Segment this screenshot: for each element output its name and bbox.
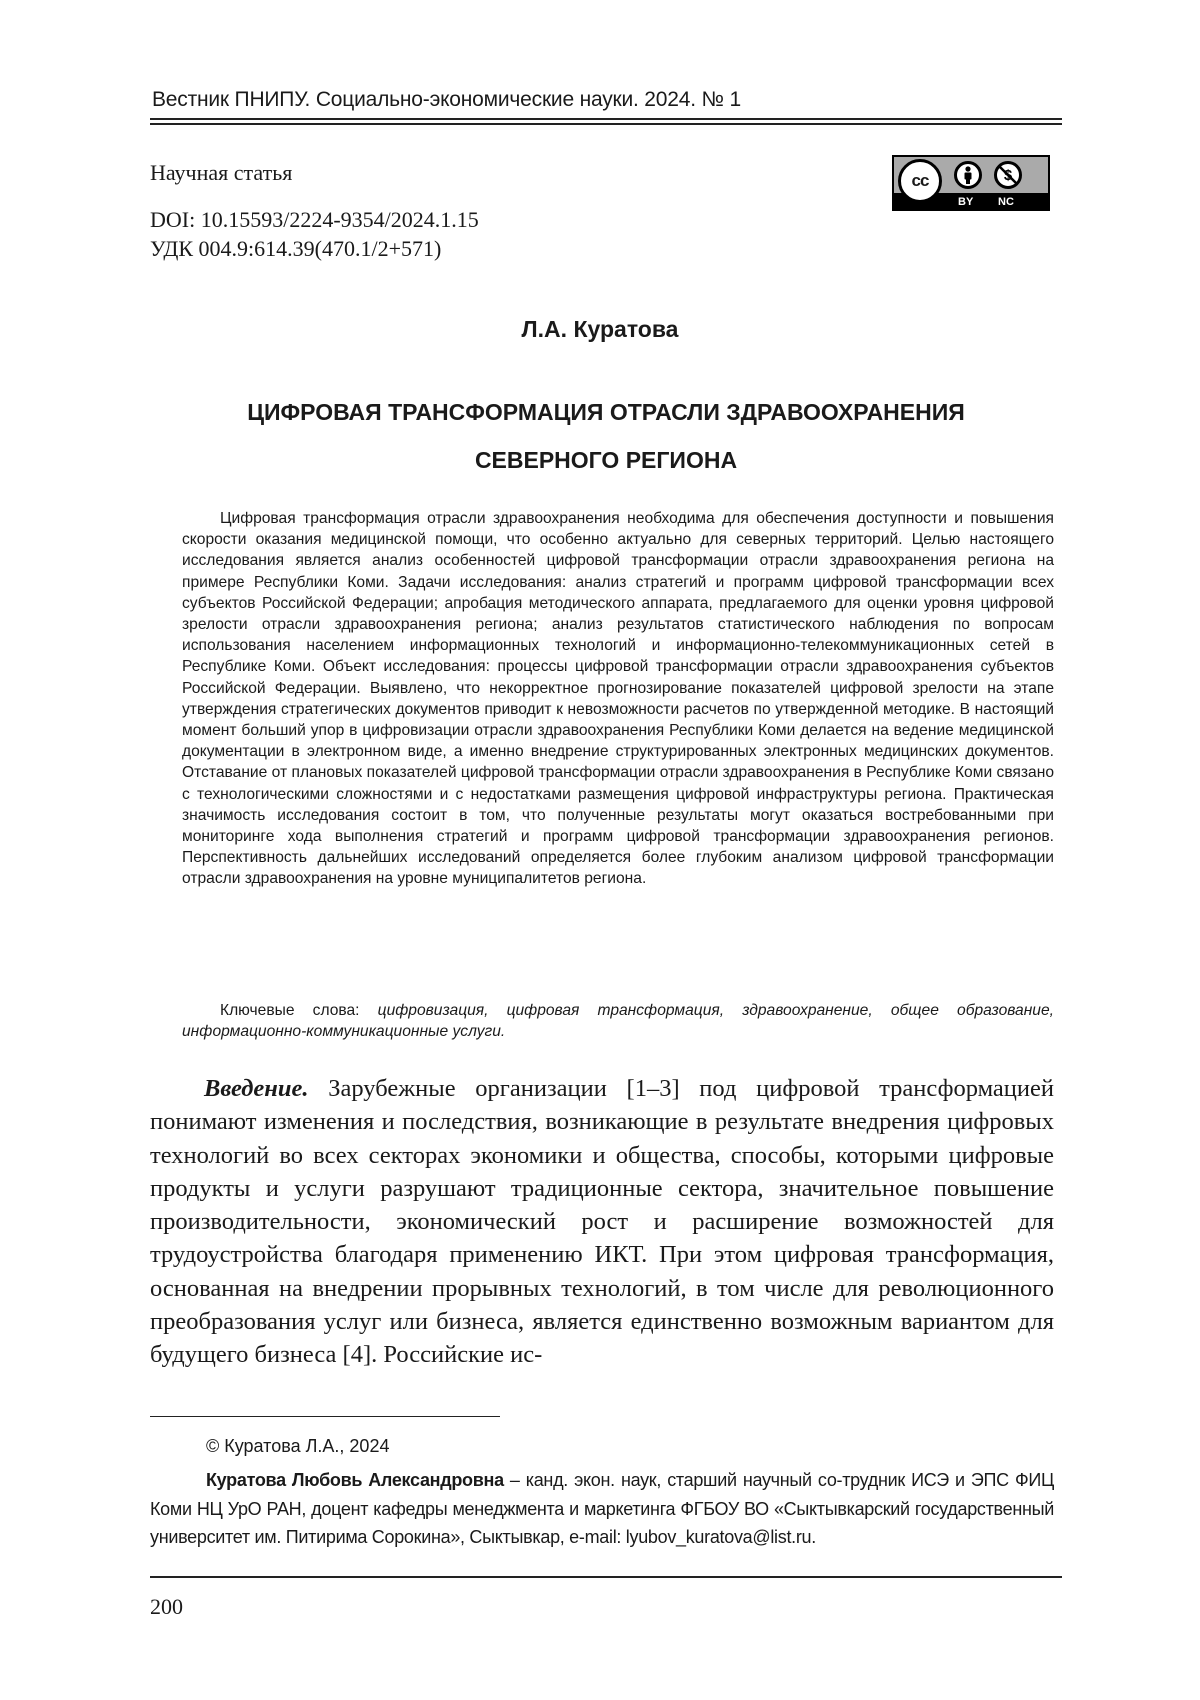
doi: DOI: 10.15593/2224-9354/2024.1.15 bbox=[150, 207, 479, 233]
page-number: 200 bbox=[150, 1594, 183, 1620]
cc-license-badge bbox=[892, 155, 1050, 211]
by-label: BY bbox=[958, 196, 973, 208]
copyright-note: © Куратова Л.А., 2024 bbox=[206, 1436, 389, 1457]
nc-label: NC bbox=[998, 196, 1014, 208]
no-dollar-icon bbox=[994, 161, 1022, 189]
title-line: ЦИФРОВАЯ ТРАНСФОРМАЦИЯ ОТРАСЛИ ЗДРАВООХРАНЕНИЯ bbox=[150, 388, 1062, 436]
udk-code: УДК 004.9:614.39(470.1/2+571) bbox=[150, 236, 441, 262]
person-icon bbox=[954, 161, 982, 189]
author-full-name: Куратова Любовь Александровна bbox=[206, 1470, 504, 1490]
keywords-list: цифровизация, цифровая трансформация, здравоохранение, общее образование, информационно-коммуникационные услуги. bbox=[182, 1002, 1054, 1040]
author-footnote bbox=[150, 1466, 1054, 1552]
footer-rule bbox=[150, 1576, 1062, 1578]
introduction-text: Зарубежные организации [1–3] под цифровой трансформацией понимают изменения и последствия, возникающие в результате внедрения цифровых технологий во всех секторах экономики и общества, способы, которыми цифровые продукты и услуги разрушают традиционные сектора, значительное повышение производительности, экономический рост и расширение возможностей для трудоустройства благодаря применению ИКТ. При этом цифровая трансформация, основанная на внедрении прорывных технологий, в том числе для революционного преобразования услуг или бизнеса, является единственно возможным вариантом для будущего бизнеса [4]. Российские ис- bbox=[150, 1075, 1054, 1368]
author-affiliation: – канд. экон. наук, старший научный со-трудник ИСЭ и ЭПС ФИЦ Коми НЦ УрО РАН, доцент кафедры менеджмента и маркетинга ФГБОУ ВО «Сыктывкарский государственный университет им. Питирима Сорокина», Сыктывкар, e-mail: lyubov_kuratova@list.ru. bbox=[150, 1470, 1054, 1547]
keywords bbox=[182, 1000, 1054, 1042]
footnote-rule bbox=[150, 1416, 500, 1417]
introduction-paragraph bbox=[150, 1072, 1054, 1372]
header-rule bbox=[150, 118, 1062, 120]
article-type: Научная статья bbox=[150, 160, 292, 186]
title-line: СЕВЕРНОГО РЕГИОНА bbox=[150, 436, 1062, 484]
running-header: Вестник ПНИПУ. Социально-экономические науки. 2024. № 1 bbox=[152, 88, 1052, 112]
introduction-heading: Введение. bbox=[204, 1075, 309, 1102]
article-title bbox=[150, 388, 1062, 484]
cc-icon: cc bbox=[898, 159, 942, 203]
header-rule bbox=[150, 123, 1062, 125]
keywords-label: Ключевые слова: bbox=[220, 1002, 360, 1019]
abstract: Цифровая трансформация отрасли здравоохранения необходима для обеспечения доступности и повышения скорости оказания медицинской помощи, что особенно актуально для северных территорий. Целью настоящего исследования является анализ особенностей цифровой трансформации отрасли здравоохранения региона на примере Республики Коми. Задачи исследования: анализ стратегий и программ цифровой трансформации всех субъектов Российской Федерации; апробация методического аппарата, предлагаемого для оценки уровня цифровой зрелости отрасли здравоохранения региона; анализ результатов статистического наблюдения по вопросам использования населением информационных технологий и информационно-телекоммуникационных сетей в Республике Коми. Объект исследования: процессы цифровой трансформации отрасли здравоохранения субъектов Российской Федерации. Выявлено, что некорректное прогнозирование показателей цифровой зрелости на этапе утверждения стратегических документов приводит к невозможности расчетов по утвержденной методике. В настоящий момент больший упор в цифровизации отрасли здравоохранения Республики Коми делается на ведение медицинской документации в электронном виде, а именно внедрение структурированных электронных медицинских документов. Отставание от плановых показателей цифровой трансформации отрасли здравоохранения в Республике Коми связано с технологическими сложностями и с недостатками размещения цифровой инфраструктуры региона. Практическая значимость исследования состоит в том, что полученные результаты могут оказаться востребованными при мониторинге хода выполнения стратегий и программ цифровой трансформации здравоохранения регионов. Перспективность дальнейших исследований определяется более глубоким анализом цифровой трансформации отрасли здравоохранения на уровне муниципалитетов региона. bbox=[182, 508, 1054, 890]
article-author: Л.А. Куратова bbox=[0, 316, 1200, 343]
